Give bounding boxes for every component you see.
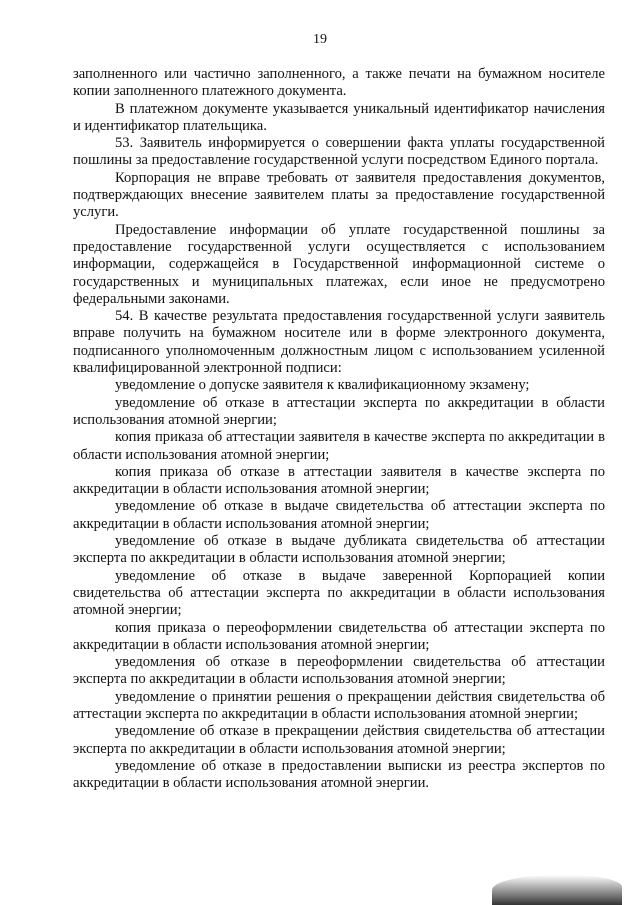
paragraph: уведомление об отказе в прекращении действия свидетельства об аттестации эксперта по аккредитации в области использования атомной энергии; (73, 723, 605, 757)
paragraph: уведомление об отказе в выдаче заверенной Корпорацией копии свидетельства об аттестации эксперта по аккредитации в области использования атомной энергии; (73, 567, 605, 619)
paragraph: уведомление о допуске заявителя к квалификационному экзамену; (115, 377, 530, 394)
paragraph: 54. В качестве результата предоставления государственной услуги заявитель вправе получить на бумажном носителе или в форме электронного документа, подписанного уполномоченным должностным лицом с использованием усиленной квалифицированной электронной подписи: (73, 308, 605, 377)
paragraph: 53. Заявитель информируется о совершении факта уплаты государственной пошлины за предоставление государственной услуги посредством Единого портала. (73, 135, 605, 169)
paragraph: уведомление об отказе в предоставлении выписки из реестра экспертов по аккредитации в области использования атомной энергии. (73, 757, 605, 792)
document-body (73, 66, 605, 792)
scan-artifact (492, 875, 622, 905)
paragraph: уведомления об отказе в переоформлении свидетельства об аттестации эксперта по аккредитации в области использования атомной энергии; (73, 654, 605, 688)
paragraph: заполненного или частично заполненного, а также печати на бумажном носителе копии заполненного платежного документа. (73, 66, 605, 100)
paragraph: Предоставление информации об уплате государственной пошлины за предоставление государственной услуги осуществляется с использованием информации, содержащейся в Государственной информационной системе о государственных и муниципальных платежах, если иное не предусмотрено федеральными законами. (73, 221, 605, 307)
paragraph: В платежном документе указывается уникальный идентификатор начисления и идентификатор плательщика. (73, 100, 605, 134)
paragraph: уведомление об отказе в аттестации эксперта по аккредитации в области использования атомной энергии; (73, 394, 605, 428)
paragraph: уведомление о принятии решения о прекращении действия свидетельства об аттестации эксперта по аккредитации в области использования атомной энергии; (73, 688, 605, 722)
paragraph: копия приказа об аттестации заявителя в качестве эксперта по аккредитации в области использования атомной энергии; (73, 429, 605, 463)
paragraph: копия приказа о переоформлении свидетельства об аттестации эксперта по аккредитации в области использования атомной энергии; (73, 619, 605, 653)
paragraph: уведомление об отказе в выдаче свидетельства об аттестации эксперта по аккредитации в области использования атомной энергии; (73, 498, 605, 532)
paragraph: Корпорация не вправе требовать от заявителя предоставления документов, подтверждающих внесение заявителем платы за предоставление государственной услуги. (73, 169, 605, 221)
paragraph: уведомление об отказе в выдаче дубликата свидетельства об аттестации эксперта по аккредитации в области использования атомной энергии; (73, 533, 605, 567)
paragraph: копия приказа об отказе в аттестации заявителя в качестве эксперта по аккредитации в области использования атомной энергии; (73, 463, 605, 498)
page-number: 19 (313, 32, 327, 47)
